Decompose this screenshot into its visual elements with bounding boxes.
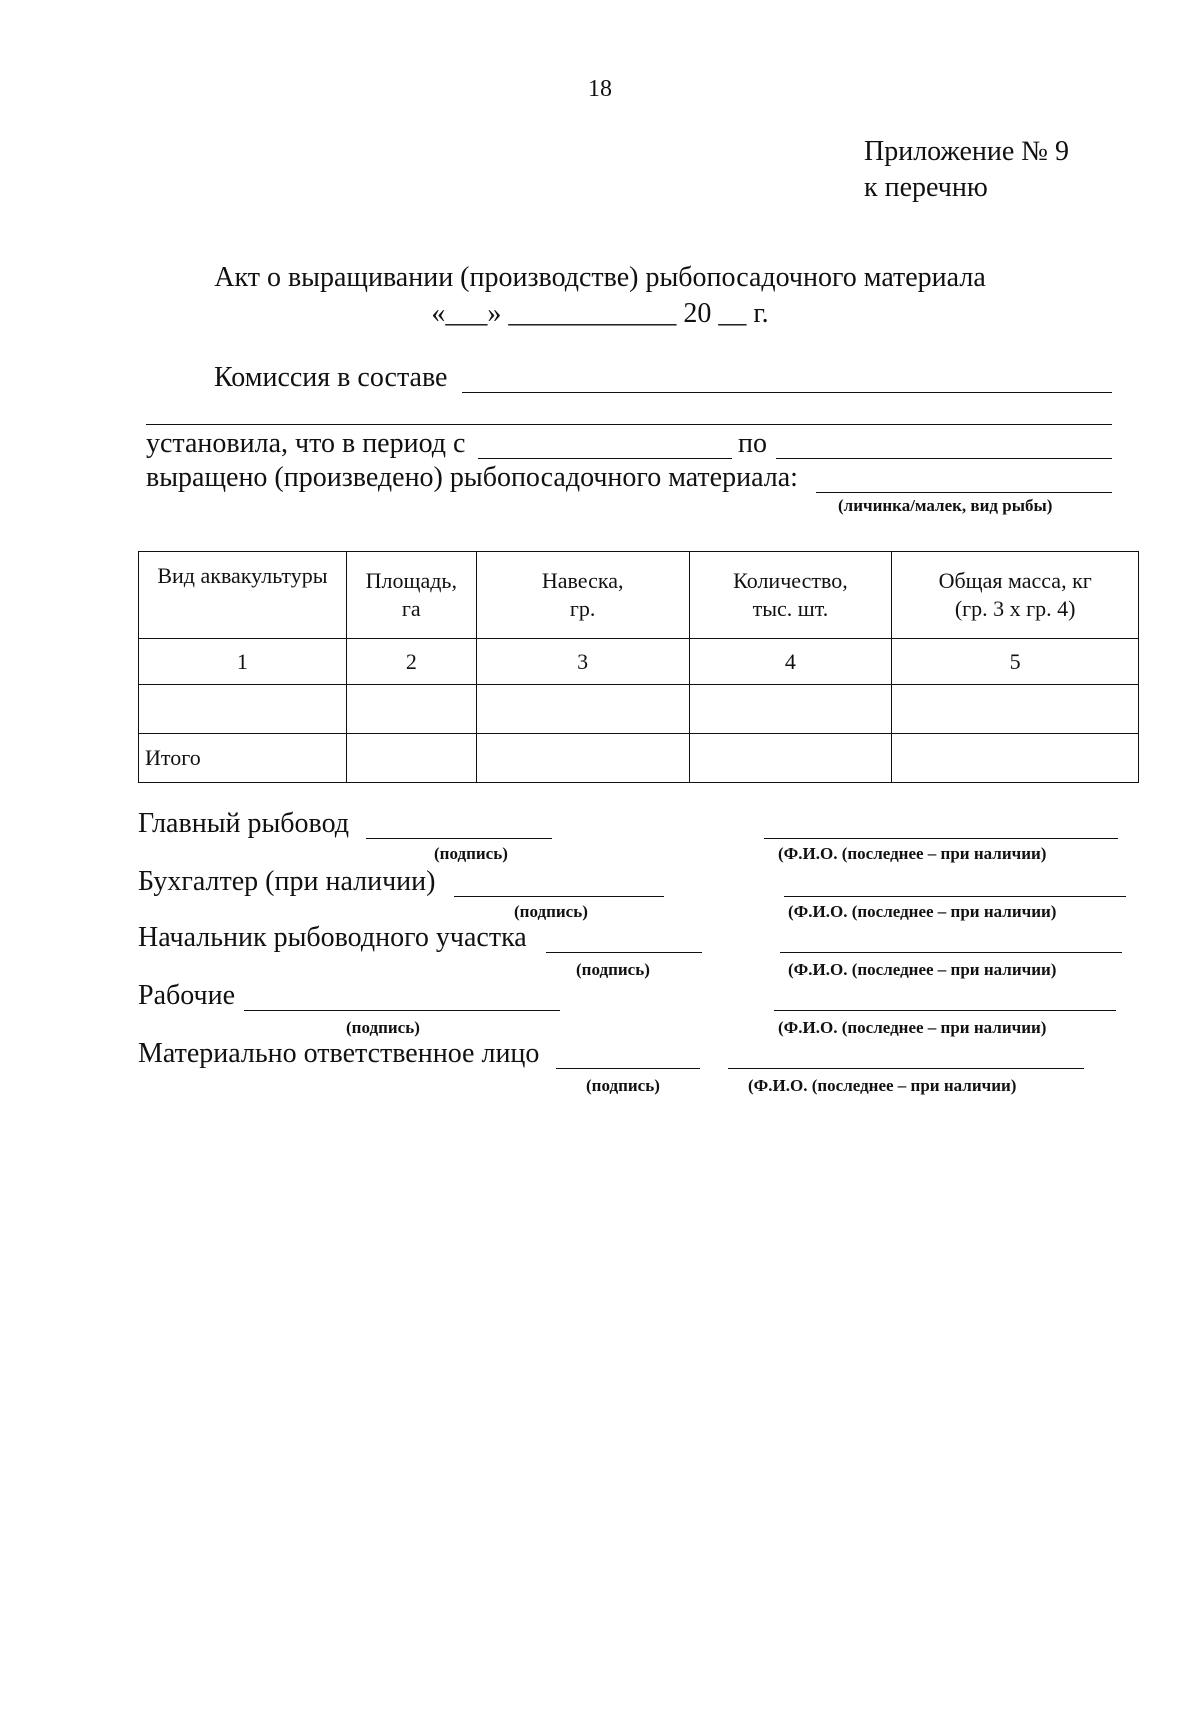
established-label: установила, что в период с (146, 428, 466, 459)
table-cell[interactable] (892, 734, 1139, 783)
signature-role-section-head: Начальник рыбоводного участка (138, 922, 527, 953)
signature-caption: (подпись) (514, 902, 588, 921)
signature-caption: (подпись) (586, 1076, 660, 1095)
column-number: 2 (346, 639, 476, 685)
table-row (139, 685, 1139, 734)
signature-line[interactable] (546, 952, 702, 953)
name-line[interactable] (780, 952, 1122, 953)
signature-role-accountant: Бухгалтер (при наличии) (138, 866, 436, 897)
column-number: 5 (892, 639, 1139, 685)
table-number-row (139, 639, 1139, 685)
table-total-row (139, 734, 1139, 783)
name-caption: (Ф.И.О. (последнее – при наличии) (778, 844, 1047, 863)
grown-label: выращено (произведено) рыбопосадочного материала: (146, 462, 798, 493)
grown-caption: (личинка/малек, вид рыбы) (838, 496, 1053, 515)
header-total-mass: Общая масса, кг (гр. 3 x гр. 4) (892, 552, 1139, 639)
signature-caption: (подпись) (434, 844, 508, 863)
name-line[interactable] (784, 896, 1126, 897)
signature-line[interactable] (454, 896, 664, 897)
grown-field[interactable] (816, 492, 1112, 493)
name-caption: (Ф.И.О. (последнее – при наличии) (788, 902, 1057, 921)
page-number: 18 (588, 76, 612, 102)
total-label: Итого (139, 734, 347, 783)
table-cell[interactable] (346, 734, 476, 783)
annex-title: Приложение № 9 (864, 136, 1069, 167)
header-area: Площадь, га (346, 552, 476, 639)
name-caption: (Ф.И.О. (последнее – при наличии) (788, 960, 1057, 979)
name-line[interactable] (728, 1068, 1084, 1069)
data-table (138, 551, 1139, 783)
table-cell[interactable] (689, 685, 892, 734)
header-weight: Навеска, гр. (476, 552, 689, 639)
column-number: 3 (476, 639, 689, 685)
signature-role-workers: Рабочие (138, 980, 236, 1011)
date-line (0, 298, 1200, 330)
commission-field[interactable] (462, 392, 1112, 393)
date-month: ____________ (508, 298, 677, 329)
document-title: Акт о выращивании (производстве) рыбопосадочного материала (214, 262, 986, 293)
name-caption: (Ф.И.О. (последнее – при наличии) (778, 1018, 1047, 1037)
signature-line[interactable] (556, 1068, 700, 1069)
column-number: 1 (139, 639, 347, 685)
signature-line[interactable] (244, 1010, 560, 1011)
period-to-field[interactable] (776, 458, 1112, 459)
table-cell[interactable] (346, 685, 476, 734)
name-caption: (Ф.И.О. (последнее – при наличии) (748, 1076, 1017, 1095)
date-day: «___» (431, 298, 509, 329)
signature-caption: (подпись) (576, 960, 650, 979)
table-cell[interactable] (892, 685, 1139, 734)
table-cell[interactable] (476, 685, 689, 734)
period-to-label: по (738, 428, 767, 459)
header-species: Вид аквакультуры (139, 552, 347, 639)
signature-role-chief: Главный рыбовод (138, 808, 350, 839)
annex-block (864, 134, 1069, 206)
table-header-row (139, 552, 1139, 639)
name-line[interactable] (764, 838, 1118, 839)
date-year: 20 __ г. (676, 298, 769, 329)
commission-field-2[interactable] (146, 424, 1112, 425)
signature-line[interactable] (366, 838, 552, 839)
table-cell[interactable] (476, 734, 689, 783)
signature-caption: (подпись) (346, 1018, 420, 1037)
commission-label: Комиссия в составе (214, 362, 448, 393)
name-line[interactable] (774, 1010, 1116, 1011)
table-cell[interactable] (139, 685, 347, 734)
header-quantity: Количество, тыс. шт. (689, 552, 892, 639)
signature-role-responsible: Материально ответственное лицо (138, 1038, 540, 1069)
column-number: 4 (689, 639, 892, 685)
period-from-field[interactable] (478, 458, 732, 459)
table-cell[interactable] (689, 734, 892, 783)
annex-subtitle: к перечню (864, 172, 988, 203)
